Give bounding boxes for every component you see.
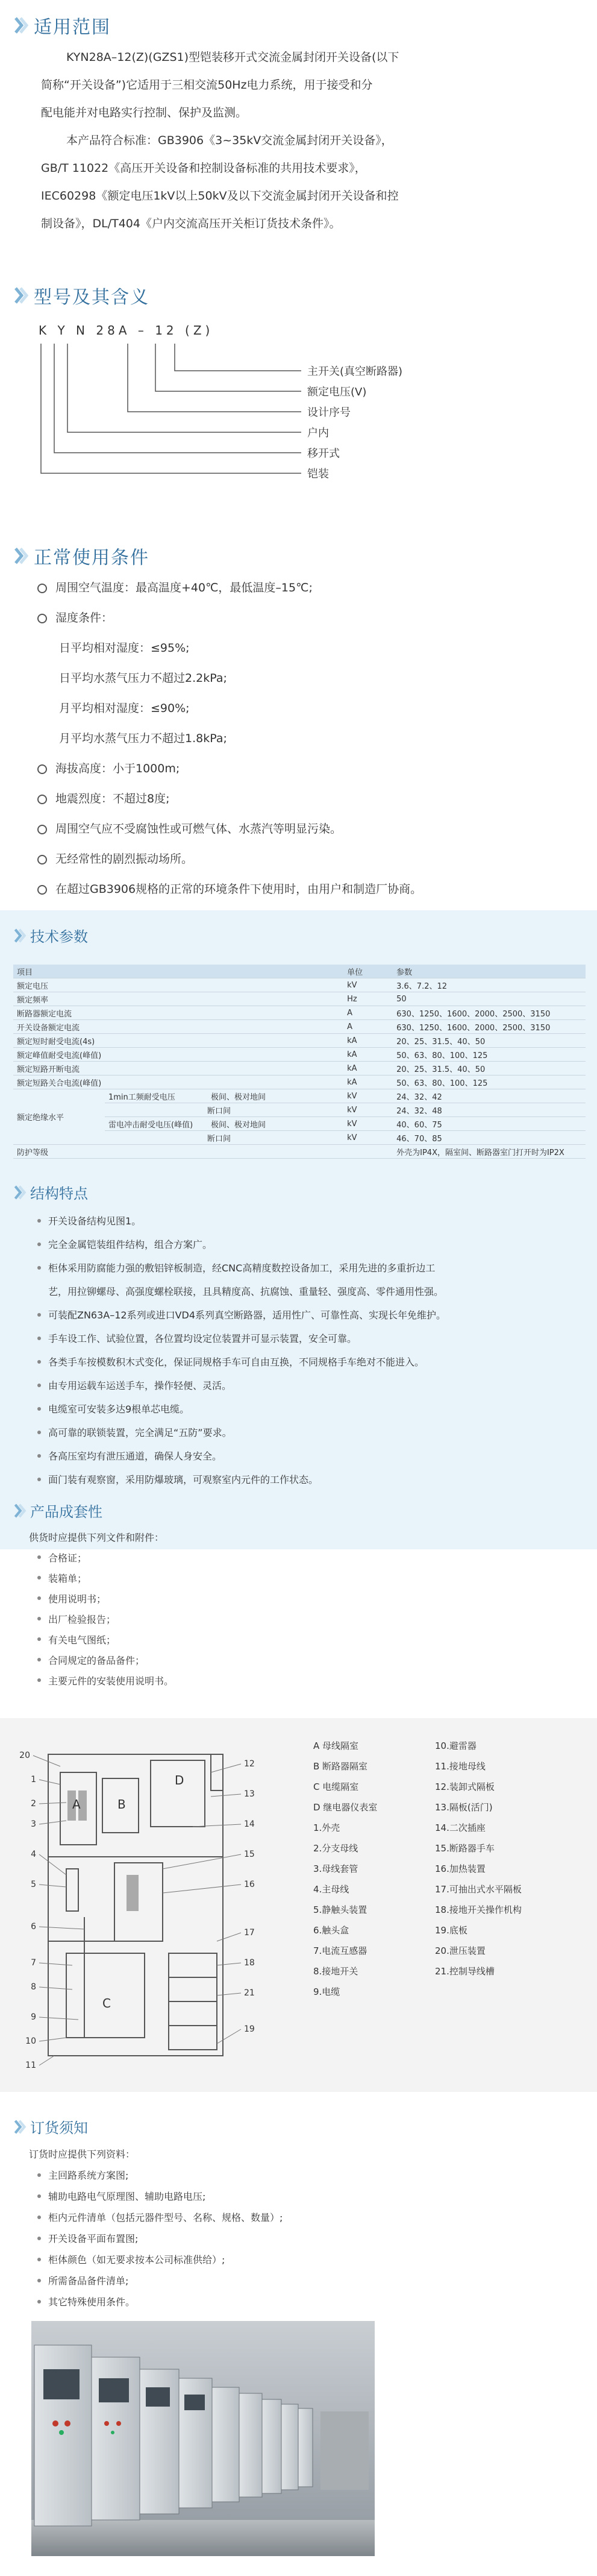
- chevron-icon: [13, 928, 27, 943]
- bullet-dot-icon: [37, 1219, 41, 1223]
- callout-number: 14: [244, 1819, 255, 1829]
- legend-item: 9.电缆: [313, 1986, 340, 1997]
- model-label: 主开关(真空断路器): [307, 365, 403, 378]
- circle-bullet-icon: [37, 795, 47, 804]
- table-row: 雷电冲击耐受电压(峰值) 极间、极对地间 kV 40、60、75: [13, 1117, 586, 1131]
- scope-para2-line1: 本产品符合标准：GB3906《3~35kV交流金属封闭开关设备》，: [66, 134, 393, 147]
- table-row: 断路器额定电流 A 630、1250、1600、2000、2500、3150: [13, 1006, 586, 1020]
- callout-number: 3: [31, 1819, 36, 1829]
- scope-para2-line3: IEC60298《额定电压1kV以上50kV及以下交流金属封闭开关设备和控: [41, 189, 399, 203]
- room-label: C: [102, 1996, 111, 2011]
- legend-item: 20.泄压装置: [435, 1945, 486, 1956]
- callout-number: 10: [25, 2036, 36, 2046]
- legend-item: 15.断路器手车: [435, 1843, 495, 1854]
- bullet-dot-icon: [37, 1637, 41, 1641]
- table-row: 额定频率 Hz 50: [13, 992, 586, 1006]
- callout-number: 19: [244, 2024, 255, 2034]
- table-row: 额定短时耐受电流(4s) kA 20、25、31.5、40、50: [13, 1034, 586, 1048]
- list-item: 其它特殊使用条件。: [29, 2291, 283, 2312]
- circle-bullet-icon: [37, 825, 47, 834]
- list-item: 柜体采用防腐能力强的敷铝锌板制造，经CNC高精度数控设备加工，采用先进的多重折边工: [37, 1256, 446, 1279]
- product-photo: [31, 2321, 375, 2556]
- callout-number: 21: [244, 1988, 255, 1998]
- section-title: 结构特点: [30, 1185, 88, 1202]
- list-item: 开关设备平面布置图;: [29, 2228, 283, 2249]
- bullet-dot-icon: [37, 1242, 41, 1246]
- section-title: 正常使用条件: [34, 547, 149, 568]
- condition-item: 海拔高度：小于1000m;: [37, 760, 180, 776]
- condition-subitem: 日平均水蒸气压力不超过2.2kPa;: [59, 672, 227, 685]
- legend-item: 18.接地开关操作机构: [435, 1904, 522, 1915]
- list-item: 艺，用拉铆螺母、高强度螺栓联接，且具精度高、抗腐蚀、重量轻、强度高、零件通用性强。: [48, 1286, 444, 1297]
- chevron-icon: [13, 286, 29, 304]
- bullet-dot-icon: [37, 1576, 41, 1579]
- chevron-icon: [13, 1185, 27, 1200]
- bullet-dot-icon: [37, 1360, 41, 1364]
- section-header-model: [13, 282, 149, 309]
- bullet-dot-icon: [37, 1337, 41, 1340]
- table-row: 额定绝缘水平 1min工频耐受电压 极间、极对地间 kV 24、32、42: [13, 1089, 586, 1103]
- callout-number: 16: [244, 1880, 255, 1889]
- condition-item: 在超过GB3906规格的正常的环境条件下使用时，由用户和制造厂协商。: [37, 880, 422, 896]
- table-row: 开关设备额定电流 A 630、1250、1600、2000、2500、3150: [13, 1020, 586, 1034]
- bullet-dot-icon: [37, 2215, 41, 2219]
- circle-bullet-icon: [37, 584, 47, 593]
- list-item: 可装配ZN63A–12系列或进口VD4系列真空断路器，适用性广、可靠性高、实现长年免维护。: [37, 1303, 446, 1326]
- list-item: 柜体颜色（如无要求按本公司标准供给）;: [29, 2249, 283, 2270]
- callout-number: 13: [244, 1789, 255, 1799]
- condition-item: 湿度条件：: [37, 609, 113, 625]
- callout-number: 4: [31, 1850, 36, 1859]
- table-row: 额定短路关合电流(峰值) kA 50、63、80、100、125: [13, 1075, 586, 1089]
- condition-item: 地震烈度：不超过8度;: [37, 790, 170, 806]
- bullet-dot-icon: [37, 1454, 41, 1458]
- list-item: 高可靠的联锁装置，完全满足“五防”要求。: [37, 1420, 446, 1444]
- list-item: 订货时应提供下列资料：: [29, 2149, 136, 2160]
- chevron-icon: [13, 16, 29, 34]
- scope-para1-line1: KYN28A–12(Z)(GZS1)型铠装移开式交流金属封闭开关设备(以下: [66, 51, 399, 64]
- callout-number: 5: [31, 1880, 36, 1889]
- list-item: 手车设工作、试验位置，各位置均设定位装置并可显示装置，安全可靠。: [37, 1326, 446, 1350]
- legend-item: A 母线隔室: [313, 1740, 359, 1751]
- chevron-icon: [13, 547, 29, 565]
- callout-number: 12: [244, 1759, 255, 1769]
- chevron-icon: [13, 2119, 27, 2135]
- list-item: 各高压室均有泄压通道，确保人身安全。: [37, 1444, 446, 1467]
- callout-number: 2: [31, 1799, 36, 1809]
- structure-list: [37, 1209, 446, 1491]
- callout-number: 17: [244, 1928, 255, 1938]
- legend-item: B 断路器隔室: [313, 1761, 368, 1772]
- callout-number: 9: [31, 2012, 36, 2022]
- callout-number: 20: [19, 1751, 30, 1760]
- condition-subitem: 月平均水蒸气压力不超过1.8kPa;: [59, 732, 227, 745]
- condition-item: 无经常性的剧烈振动场所。: [37, 850, 193, 866]
- model-label: 设计序号: [307, 406, 351, 419]
- section-header-completeness: [13, 1500, 102, 1521]
- circle-bullet-icon: [37, 764, 47, 774]
- model-breakdown-lines: [36, 341, 313, 500]
- condition-subitem: 日平均相对湿度：≤95%;: [59, 641, 190, 655]
- table-row: 额定短路开断电流 kA 20、25、31.5、40、50: [13, 1062, 586, 1075]
- list-item: 柜内元件清单（包括元器件型号、名称、规格、数量）;: [29, 2206, 283, 2228]
- section-title: 适用范围: [34, 17, 111, 38]
- bullet-dot-icon: [37, 1266, 41, 1270]
- legend-item: 7.电流互感器: [313, 1945, 367, 1956]
- legend-right: [435, 1739, 522, 1985]
- list-item: 合格证；: [29, 1547, 173, 1567]
- section-title: 产品成套性: [30, 1504, 102, 1520]
- legend-item: 11.接地母线: [435, 1761, 486, 1772]
- bullet-dot-icon: [37, 2258, 41, 2261]
- model-labels: [307, 362, 402, 485]
- list-item: 辅助电路电气原理图、辅助电路电压;: [29, 2185, 283, 2206]
- room-label: B: [117, 1797, 126, 1812]
- bullet-dot-icon: [37, 1478, 41, 1481]
- bullet-dot-icon: [37, 2173, 41, 2177]
- legend-item: 12.装卸式隔板: [435, 1781, 495, 1792]
- table-row: 防护等级 外壳为IP4X，隔室间、断路器室门打开时为IP2X: [13, 1145, 586, 1159]
- legend-item: C 电缆隔室: [313, 1781, 359, 1792]
- ordering-list: [29, 2143, 283, 2312]
- legend-item: 6.触头盒: [313, 1925, 349, 1936]
- section-title: 订货须知: [30, 2120, 88, 2137]
- bullet-dot-icon: [37, 1617, 41, 1620]
- list-item: 各类手车按模数积木式变化，保证同规格手车可自由互换，不同规格手车绝对不能进入。: [37, 1350, 446, 1373]
- callout-number: 1: [31, 1775, 36, 1784]
- circle-bullet-icon: [37, 614, 47, 623]
- circle-bullet-icon: [37, 855, 47, 864]
- bullet-dot-icon: [37, 2194, 41, 2198]
- callout-number: 6: [31, 1922, 36, 1932]
- bullet-dot-icon: [37, 1678, 41, 1682]
- list-item: 主要元件的安装使用说明书。: [29, 1670, 173, 1690]
- bullet-dot-icon: [37, 1555, 41, 1559]
- list-item: 面门装有观察窗，采用防爆玻璃，可观察室内元件的工作状态。: [37, 1467, 446, 1491]
- section-header-params: [13, 925, 88, 946]
- list-item: 供货时应提供下列文件和附件：: [29, 1531, 164, 1543]
- list-item: 装箱单；: [29, 1567, 173, 1588]
- model-label: 额定电压(V): [307, 386, 367, 398]
- bullet-dot-icon: [37, 1384, 41, 1387]
- list-item: 电缆室可安装多达9根单芯电缆。: [37, 1397, 446, 1420]
- legend-item: D 继电器仪表室: [313, 1802, 378, 1813]
- header-cell: 参数: [393, 965, 586, 978]
- header-cell: 单位: [343, 965, 393, 978]
- list-item: 由专用运载车运送手车，操作轻便、灵活。: [37, 1373, 446, 1397]
- bullet-dot-icon: [37, 2300, 41, 2304]
- legend-item: 17.可抽出式水平隔板: [435, 1884, 522, 1895]
- section-title: 技术参数: [30, 928, 88, 945]
- model-label: 移开式: [307, 447, 340, 460]
- model-code: K Y N 28A – 12 (Z): [39, 323, 214, 338]
- bullet-dot-icon: [37, 1596, 41, 1600]
- bullet-dot-icon: [37, 1407, 41, 1411]
- list-item: 合同规定的备品备件；: [29, 1649, 173, 1670]
- legend-item: 21.控制导线槽: [435, 1966, 495, 1977]
- model-label: 户内: [307, 427, 329, 439]
- legend-item: 14.二次插座: [435, 1822, 486, 1833]
- section-header-ordering: [13, 2116, 88, 2137]
- legend-item: 16.加热装置: [435, 1863, 486, 1874]
- table-row: 断口间 kV 46、70、85: [13, 1131, 586, 1145]
- section-title: 型号及其含义: [34, 287, 149, 308]
- legend-item: 4.主母线: [313, 1884, 349, 1895]
- table-header-row: [13, 965, 586, 978]
- table-row: 额定峰值耐受电流(峰值) kA 50、63、80、100、125: [13, 1048, 586, 1062]
- scope-para1-line3: 配电能并对电路实行控制、保护及监测。: [41, 106, 248, 119]
- bullet-dot-icon: [37, 1658, 41, 1661]
- list-item: 使用说明书；: [29, 1588, 173, 1608]
- table-row: 断口间 kV 24、32、48: [13, 1103, 586, 1117]
- bullet-dot-icon: [37, 1313, 41, 1317]
- room-label: A: [72, 1797, 81, 1812]
- list-item: 有关电气图纸；: [29, 1629, 173, 1649]
- room-label: D: [175, 1773, 184, 1787]
- callout-number: 11: [25, 2061, 36, 2070]
- model-label: 铠装: [307, 468, 329, 480]
- list-item: 完全金属铠装组件结构，组合方案广。: [37, 1232, 446, 1256]
- list-item: 开关设备结构见图1。: [37, 1209, 446, 1232]
- legend-item: 19.底板: [435, 1925, 467, 1936]
- legend-item: 2.分支母线: [313, 1843, 358, 1854]
- legend-item: 1.外壳: [313, 1822, 340, 1833]
- callout-number: 7: [31, 1958, 36, 1968]
- list-item: 主回路系统方案图;: [29, 2164, 283, 2185]
- completeness-list: [29, 1526, 173, 1690]
- bullet-dot-icon: [37, 2279, 41, 2282]
- section-header-conditions: [13, 543, 149, 569]
- list-item: 所需备品备件清单;: [29, 2270, 283, 2291]
- section-header-scope: [13, 12, 111, 39]
- parameters-table: [13, 965, 586, 1159]
- section-header-structure: [13, 1182, 88, 1203]
- condition-item: 周围空气应不受腐蚀性或可燃气体、水蒸汽等明显污染。: [37, 820, 342, 836]
- condition-item: 周围空气温度：最高温度+40℃，最低温度–15℃;: [37, 579, 313, 595]
- table-row: 额定电压 kV 3.6、7.2、12: [13, 978, 586, 992]
- scope-para1-line2: 简称“开关设备”)它适用于三相交流50Hz电力系统，用于接受和分: [41, 78, 373, 92]
- bullet-dot-icon: [37, 1431, 41, 1434]
- callout-number: 18: [244, 1958, 255, 1968]
- callout-number: 8: [31, 1982, 36, 1992]
- legend-item: 10.避雷器: [435, 1740, 477, 1751]
- bullet-dot-icon: [37, 2237, 41, 2240]
- condition-subitem: 月平均相对湿度：≤90%;: [59, 702, 190, 715]
- legend-item: 13.隔板(活门): [435, 1802, 493, 1813]
- chevron-icon: [13, 1503, 27, 1519]
- scope-para2-line4: 制设备》，DL/T404《户内交流高压开关柜订货技术条件》。: [41, 217, 341, 230]
- legend-item: 3.母线套管: [313, 1863, 358, 1874]
- circle-bullet-icon: [37, 885, 47, 895]
- callout-number: 15: [244, 1850, 255, 1859]
- legend-item: 5.静触头装置: [313, 1904, 367, 1915]
- legend-item: 8.接地开关: [313, 1966, 358, 1977]
- legend-left: [313, 1739, 377, 2006]
- header-cell: 项目: [13, 965, 343, 978]
- switchgear-structure-diagram: [12, 1736, 283, 2080]
- scope-para2-line2: GB/T 11022《高压开关设备和控制设备标准的共用技术要求》，: [41, 162, 366, 175]
- list-item: 出厂检验报告；: [29, 1608, 173, 1629]
